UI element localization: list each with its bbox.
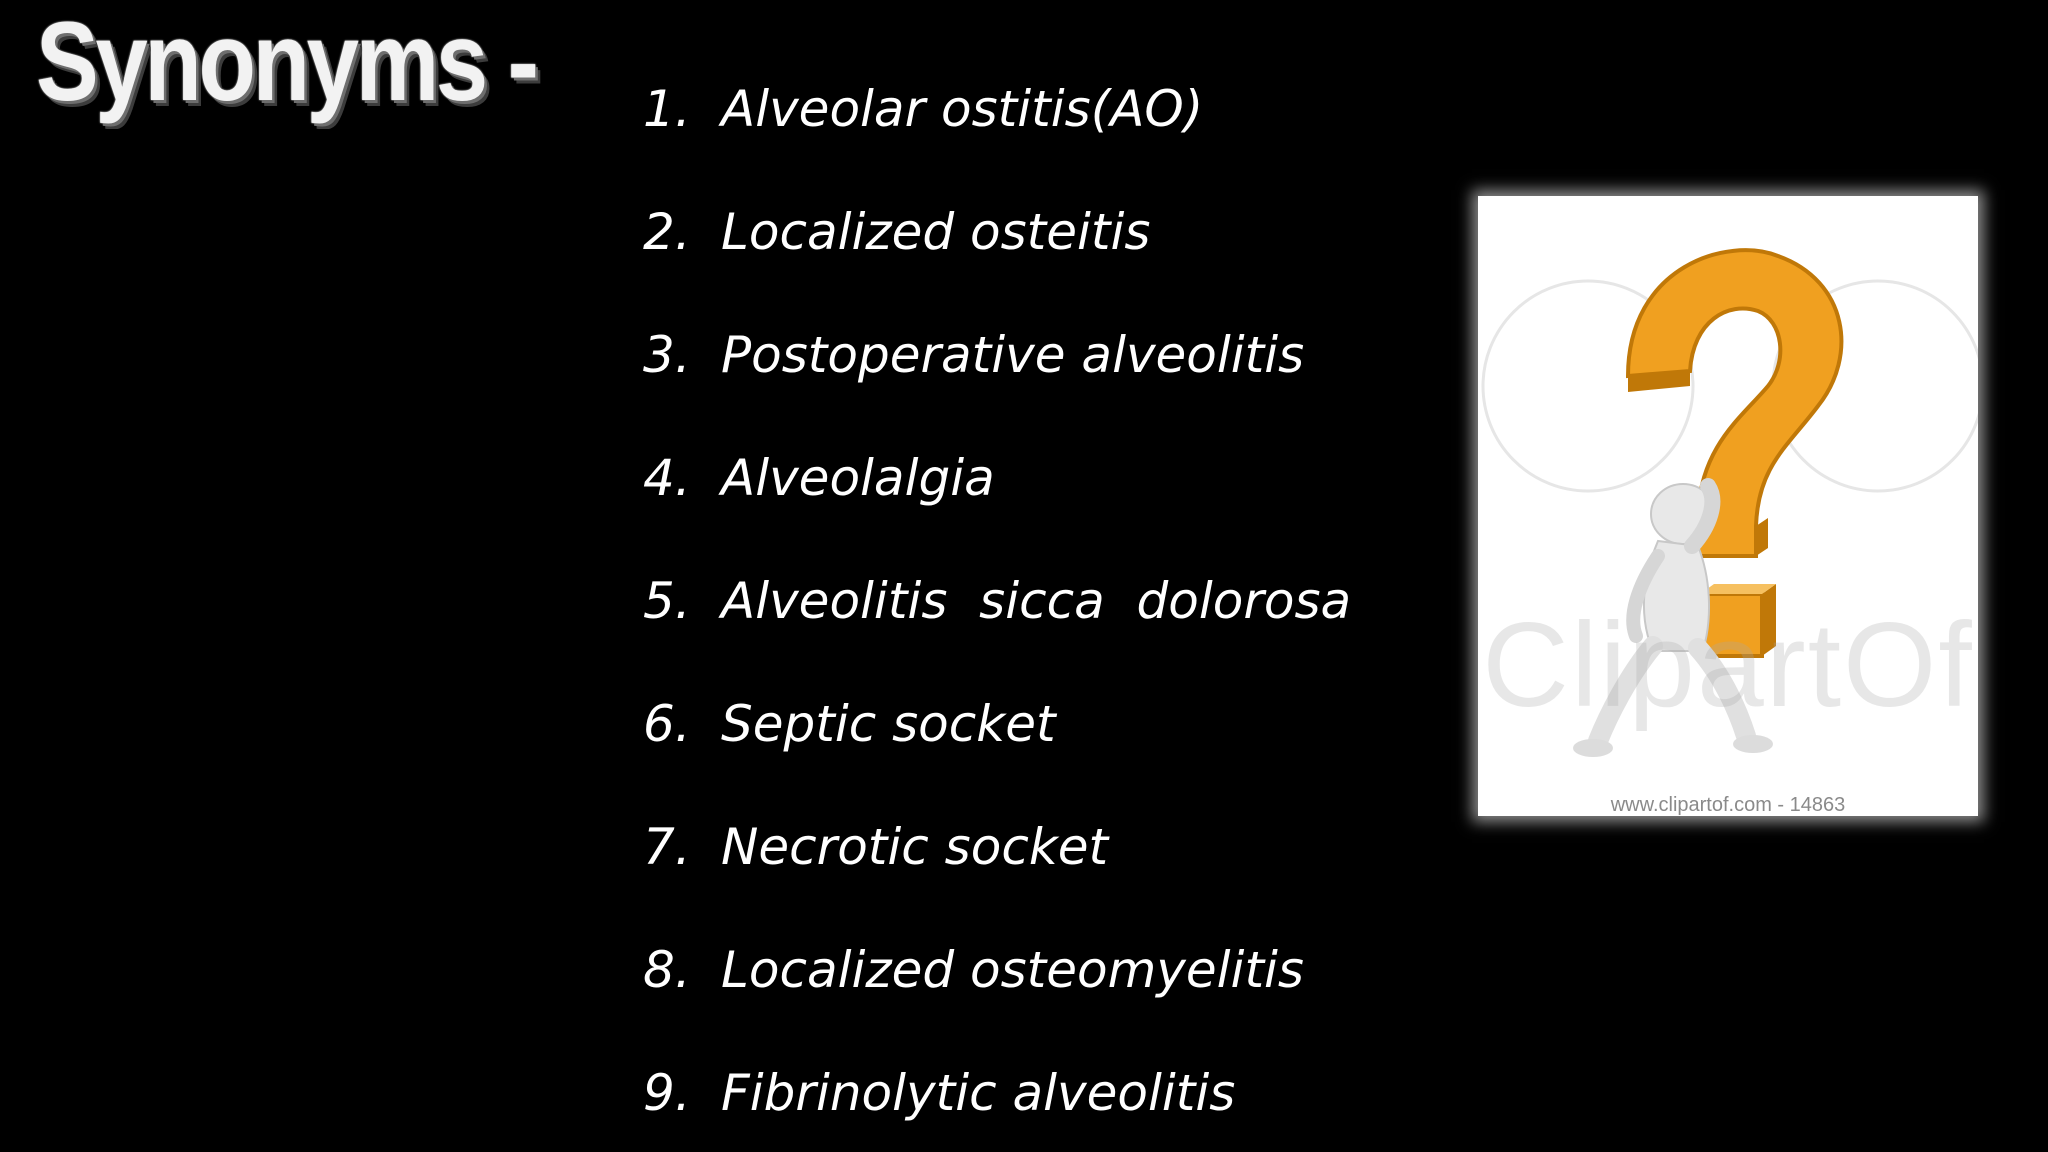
list-item (643, 203, 1351, 326)
list-item (643, 818, 1351, 941)
list-item (643, 572, 1351, 695)
list-item (643, 326, 1351, 449)
list-item (643, 941, 1351, 1064)
item-text: Alveolitis sicca dolorosa (721, 572, 1352, 630)
item-number: 5. (643, 572, 691, 630)
item-text: Alveolar ostitis(AO) (721, 80, 1204, 138)
item-text: Postoperative alveolitis (721, 326, 1305, 384)
item-number: 7. (643, 818, 691, 876)
item-text: Fibrinolytic alveolitis (721, 1064, 1236, 1122)
item-text: Septic socket (721, 695, 1056, 753)
item-text: Necrotic socket (721, 818, 1109, 876)
list-item (643, 695, 1351, 818)
slide-title: Synonyms - (36, 0, 536, 124)
item-text: Alveolalgia (721, 449, 995, 507)
item-text: Localized osteitis (721, 203, 1151, 261)
watermark-text: ClipartOf (1482, 598, 1974, 732)
list-item (643, 449, 1351, 572)
item-number: 3. (643, 326, 691, 384)
item-number: 2. (643, 203, 691, 261)
item-number: 8. (643, 941, 691, 999)
item-number: 1. (643, 80, 691, 138)
watermark-url: www.clipartof.com - 14863 (1610, 794, 1846, 816)
item-text: Localized osteomyelitis (721, 941, 1304, 999)
item-number: 4. (643, 449, 691, 507)
item-number: 9. (643, 1064, 691, 1122)
item-number: 6. (643, 695, 691, 753)
synonym-list (643, 80, 1351, 1152)
list-item (643, 1064, 1351, 1152)
list-item (643, 80, 1351, 203)
question-mark-image (1478, 196, 1978, 816)
